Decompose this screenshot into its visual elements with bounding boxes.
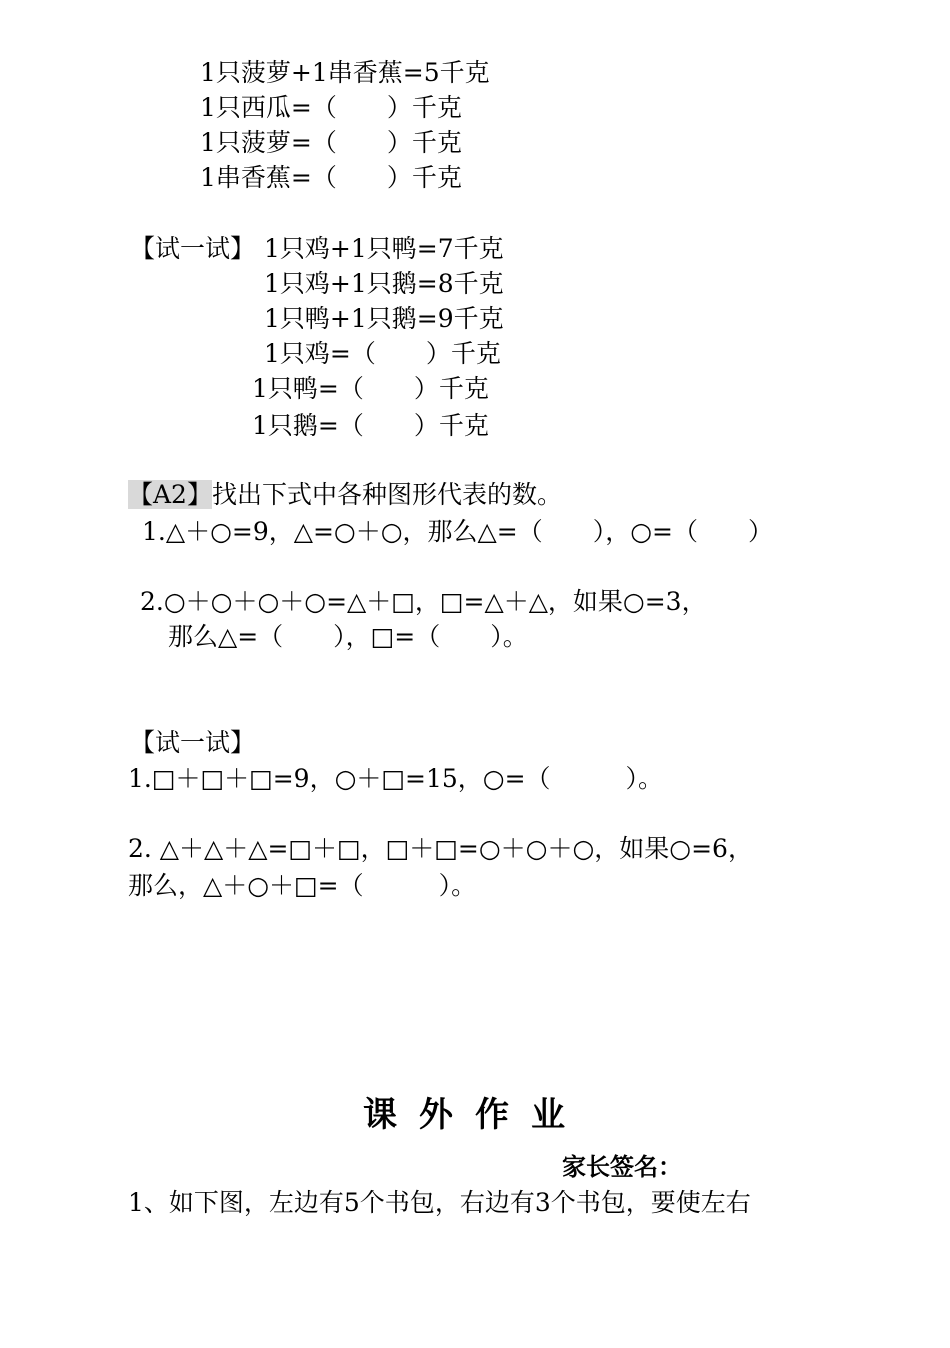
problem-line: 1只鸡+1只鹅=8千克 <box>264 269 504 298</box>
homework-question-1: 1、如下图，左边有5个书包，右边有3个书包，要使左右 <box>128 1188 751 1217</box>
problem-line: 1只鸡+1只鸭=7千克 <box>264 234 504 263</box>
a2-tag: 【A2】 <box>128 480 212 509</box>
a2-heading <box>128 478 562 512</box>
try-tag: 【试一试】 <box>130 234 256 263</box>
problem-line: 1只西瓜=（ ）千克 <box>200 93 462 122</box>
try-tag: 【试一试】 <box>130 728 256 757</box>
problem-line: 1只鸡=（ ）千克 <box>264 339 501 368</box>
problem-line: 1只菠萝+1串香蕉=5千克 <box>200 58 490 87</box>
a2-question-2-line-2: 那么△=（ ），□=（ ）。 <box>168 622 528 651</box>
parent-signature-label: 家长签名： <box>562 1153 682 1181</box>
problem-line: 1只鸭+1只鹅=9千克 <box>264 304 504 333</box>
try-question-2-line-2: 那么，△＋○＋□=（ ）。 <box>128 871 477 900</box>
try-question-2-line-1: 2. △＋△＋△=□＋□，□＋□=○＋○＋○，如果○=6， <box>128 834 753 863</box>
problem-line: 1只鹅=（ ）千克 <box>252 411 489 440</box>
homework-title: 课外作业 <box>363 1095 587 1135</box>
a2-instruction: 找出下式中各种图形代表的数。 <box>211 480 562 509</box>
problem-line: 1只菠萝=（ ）千克 <box>200 128 462 157</box>
a2-question-2-line-1: 2.○＋○＋○＋○=△＋□，□=△＋△，如果○=3， <box>140 587 707 616</box>
problem-line: 1只鸭=（ ）千克 <box>252 374 489 403</box>
try-question-1: 1.□＋□＋□=9，○＋□=15，○=（ ）。 <box>128 764 664 793</box>
problem-line: 1串香蕉=（ ）千克 <box>200 163 462 192</box>
a2-question-1: 1.△＋○=9，△=○＋○，那么△=（ ），○=（ ） <box>142 517 773 546</box>
